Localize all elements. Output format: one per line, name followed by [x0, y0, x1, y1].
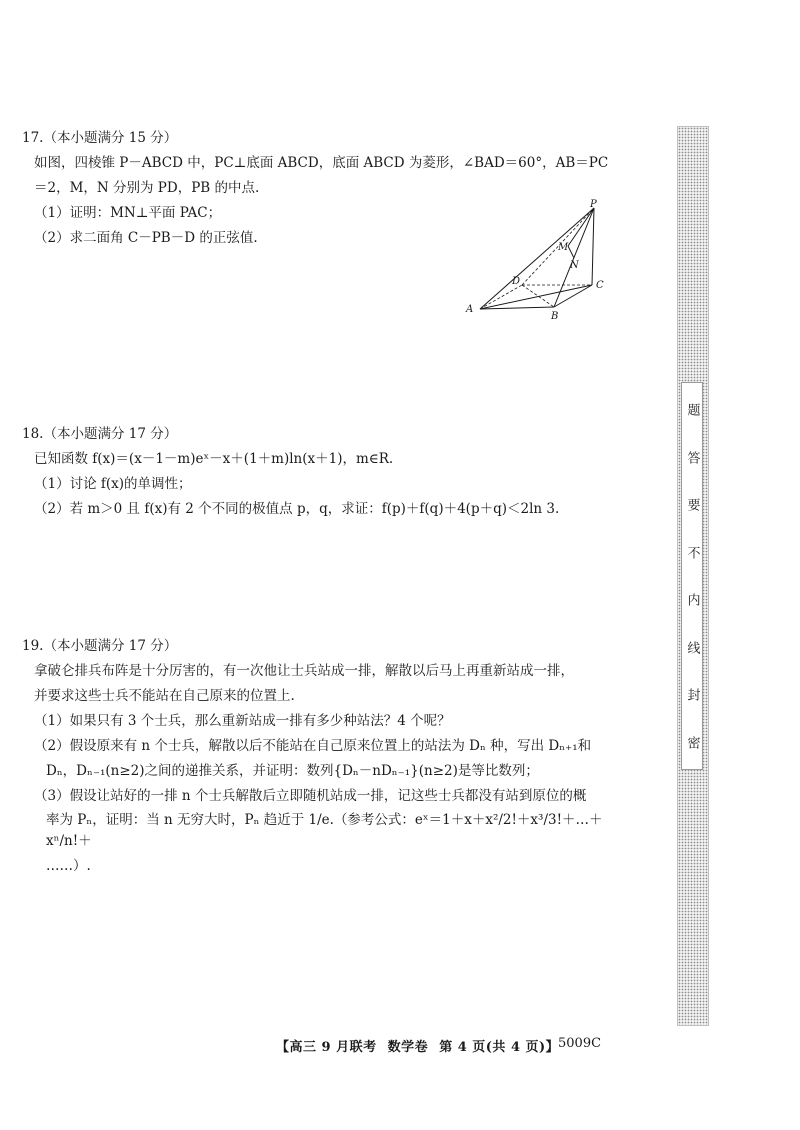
- edge-ac: [480, 285, 592, 309]
- binding-margin-notice: [681, 382, 703, 770]
- label-p: P: [590, 199, 597, 210]
- label-d: D: [512, 276, 521, 287]
- question-18-text-line1: 已知函数 f(x)＝(x－1－m)eˣ－x＋(1＋m)ln(x＋1)，m∈R.: [34, 450, 394, 467]
- notice-char-1: 题: [684, 403, 700, 416]
- label-m: M: [558, 242, 569, 253]
- edge-ad-hidden: [480, 285, 522, 309]
- edge-bc: [554, 285, 592, 307]
- label-b: B: [551, 311, 559, 320]
- notice-char-7: 封: [684, 688, 700, 702]
- question-19-part1: （1）如果只有 3 个士兵，那么重新站成一排有多少种站法？4 个呢？: [34, 712, 451, 729]
- question-19-part2a: （2）假设原来有 n 个士兵，解散以后不能站在自己原来位置上的站法为 Dₙ 种，写出 Dₙ₊₁和: [34, 737, 592, 754]
- question-19-text-line2: 并要求这些士兵不能站在自己原来的位置上.: [34, 687, 295, 704]
- question-19-header: 19.（本小题满分 17 分）: [22, 638, 178, 654]
- question-17-header: 17.（本小题满分 15 分）: [22, 130, 178, 146]
- question-19-text-line1: 拿破仑排兵布阵是十分厉害的，有一次他让士兵站成一排，解散以后马上再重新站成一排，: [34, 662, 574, 679]
- footer-exam-name: 【高三 9 月联考: [276, 1040, 377, 1055]
- footer-page-number: 第 4 页(共 4 页)】: [439, 1040, 560, 1055]
- question-18-part1: （1）讨论 f(x)的单调性；: [34, 475, 192, 492]
- edge-mn: [568, 246, 574, 258]
- notice-char-3: 要: [684, 498, 700, 512]
- edge-ab: [480, 307, 554, 309]
- edge-pc: [592, 208, 594, 285]
- question-19-part3b: 率为 Pₙ，证明：当 n 无穷大时，Pₙ 趋近于 1/e.（参考公式：eˣ＝1＋x＋x²/2!＋x³/3!＋…＋xⁿ/n!＋: [46, 812, 603, 850]
- question-19-part3c: ……）.: [46, 858, 91, 875]
- question-17-text-line2: ＝2，M，N 分别为 PD，PB 的中点.: [34, 179, 260, 196]
- footer-code: 5009C: [558, 1036, 602, 1051]
- notice-char-2: 答: [684, 450, 700, 464]
- edge-db-hidden: [522, 285, 554, 307]
- label-n: N: [570, 260, 579, 271]
- question-18: [22, 424, 622, 524]
- question-19-part3a: （3）假设让站好的一排 n 个士兵解散后立即随机站成一排，记这些士兵都没有站到原位的概: [34, 787, 587, 804]
- label-a: A: [466, 304, 474, 315]
- footer-subject: 数学卷: [387, 1040, 429, 1055]
- page-footer: [276, 1036, 565, 1055]
- notice-char-5: 内: [684, 593, 700, 607]
- label-c: C: [596, 280, 604, 291]
- question-19-part2b: Dₙ，Dₙ₋₁(n≥2)之间的递推关系，并证明：数列{Dₙ－nDₙ₋₁}(n≥2)是等比数列；: [46, 762, 539, 779]
- notice-char-6: 线: [684, 640, 700, 654]
- question-19: [22, 636, 622, 881]
- question-17-text-line1: 如图，四棱锥 P－ABCD 中，PC⊥底面 ABCD，底面 ABCD 为菱形，∠BAD＝60°，AB＝PC: [34, 154, 609, 171]
- notice-char-4: 不: [684, 545, 700, 559]
- question-17-part1: （1）证明：MN⊥平面 PAC；: [34, 204, 222, 221]
- question-17-part2: （2）求二面角 C－PB－D 的正弦值.: [34, 229, 258, 246]
- pyramid-figure: [460, 198, 610, 320]
- question-18-part2: （2）若 m＞0 且 f(x)有 2 个不同的极值点 p，q，求证：f(p)＋f(q)＋4(p＋q)＜2ln 3.: [34, 500, 560, 517]
- notice-char-8: 密: [684, 735, 700, 749]
- question-18-header: 18.（本小题满分 17 分）: [22, 426, 178, 442]
